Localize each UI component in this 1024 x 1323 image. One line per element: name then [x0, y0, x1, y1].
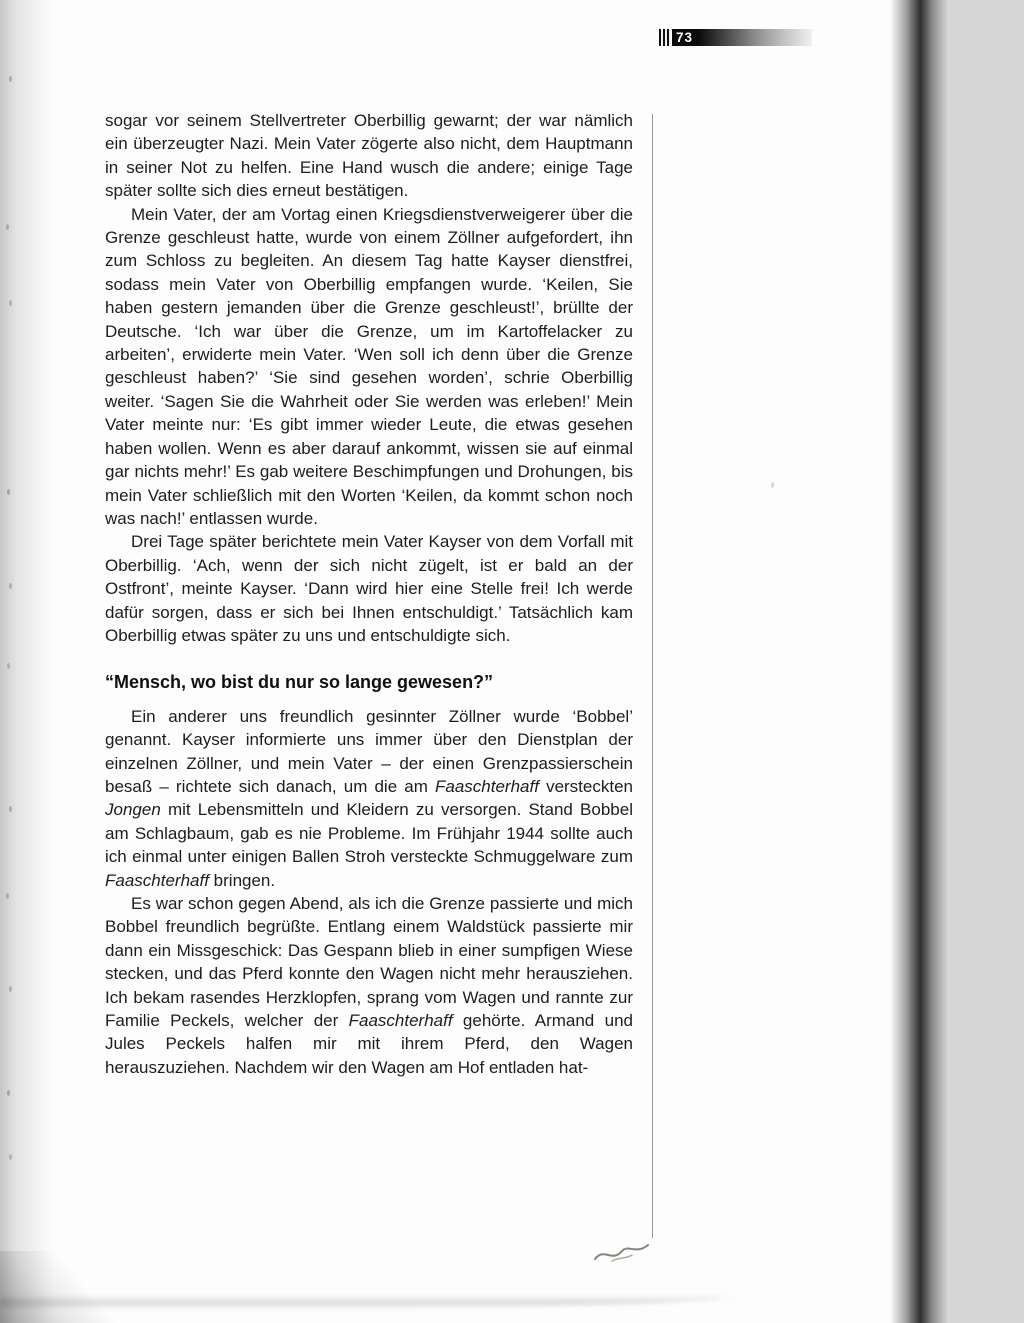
corner-shadow — [0, 1251, 120, 1323]
stripe-decoration — [659, 29, 671, 46]
column-divider-rule — [652, 114, 653, 1238]
page-number: 73 — [672, 29, 698, 46]
page-edge-shadow-band — [890, 0, 948, 1323]
page-number-strip — [659, 29, 812, 46]
section-heading: “Mensch, wo bist du nur so lange gewesen?” — [105, 672, 494, 693]
paragraph: Mein Vater, der am Vortag einen Kriegsdienstverweigerer über die Grenze geschleust hatte, wurde von einem Zöllner aufgefordert, ihn zum Schloss zu begleiten. An diesem Tag hatte Kayser dienstfrei, sodass mein Vater von Oberbillig empfangen wurde. ‘Keilen, Sie haben gestern jemanden über die Grenze geschleust!’, brüllte der Deutsche. ‘Ich war über die Grenze, um im Kartoffelacker zu arbeiten’, erwiderte mein Vater. ‘Wen soll ich denn über die Grenze geschleust haben?’ ‘Sie sind gesehen worden’, schrie Oberbillig weiter. ‘Sagen Sie die Wahrheit oder Sie werden was erleben!’ Mein Vater meinte nur: ‘Es gibt immer wieder Leute, die etwas gesehen haben wollen. Wenn es aber darauf ankommt, wissen sie auf einmal gar nichts mehr!’ Es gab weitere Beschimpfungen und Drohungen, bis mein Vater schließlich mit den Worten ‘Keilen, da kommt schon noch was nach!’ entlassen wurde. — [105, 204, 633, 528]
paragraph: Es war schon gegen Abend, als ich die Grenze passierte und mich Bobbel freundlich begrüßte. Entlang einem Waldstück passierte mir dann ein Missgeschick: Das Gespann blieb in einer sumpfigen Wiese stecken, und das Pferd konnte den Wagen nicht mehr herausziehen. Ich bekam rasendes Herzklopfen, sprang vom Wagen und rannte zur Familie Peckels, welcher der Faaschterhaff gehörte. Armand und Jules Peckels halfen mir mit ihrem Pferd, den Wagen herauszuziehen. Nachdem wir den Wagen am Hof entladen hat- — [105, 894, 633, 1077]
right-scan-background — [942, 0, 1024, 1323]
binding-marks — [0, 0, 3, 6]
pen-mark — [592, 1239, 652, 1265]
paragraph: Drei Tage später berichtete mein Vater Kayser von dem Vorfall mit Oberbillig. ‘Ach, wenn der sich nicht zügelt, ist er bald an der Ostfront’, meinte Kayser. ‘Dann wird hier eine Stelle frei! Ich werde dafür sorgen, dass er sich bei Ihnen entschuldigt.’ Tatsächlich kam Oberbillig etwas später zu uns und entschuldigte sich. — [105, 532, 633, 645]
left-page-edge-shadow — [0, 0, 52, 1323]
paragraph: sogar vor seinem Stellvertreter Oberbillig gewarnt; der war nämlich ein überzeugter Nazi. Mein Vater zögerte also nicht, dem Hauptmann in seiner Not zu helfen. Eine Hand wusch die andere; einige Tage später sollte sich dies erneut bestätigen. — [105, 111, 633, 201]
paragraph: Ein anderer uns freundlich gesinnter Zöllner wurde ‘Bobbel’ genannt. Kayser informierte uns immer über den Dienstplan der einzelnen Zöllner, und mein Vater – der einen Grenzpassierschein besaß – richtete sich danach, um die am Faaschterhaff versteckten Jongen mit Lebensmitteln und Kleidern zu versorgen. Stand Bobbel am Schlagbaum, gab es nie Probleme. Im Frühjahr 1944 sollte auch ich einmal unter einigen Ballen Stroh versteckte Schmuggelware zum Faaschterhaff bringen. — [105, 706, 633, 890]
gradient-fade-bar — [698, 29, 812, 46]
text-column — [105, 109, 633, 1079]
